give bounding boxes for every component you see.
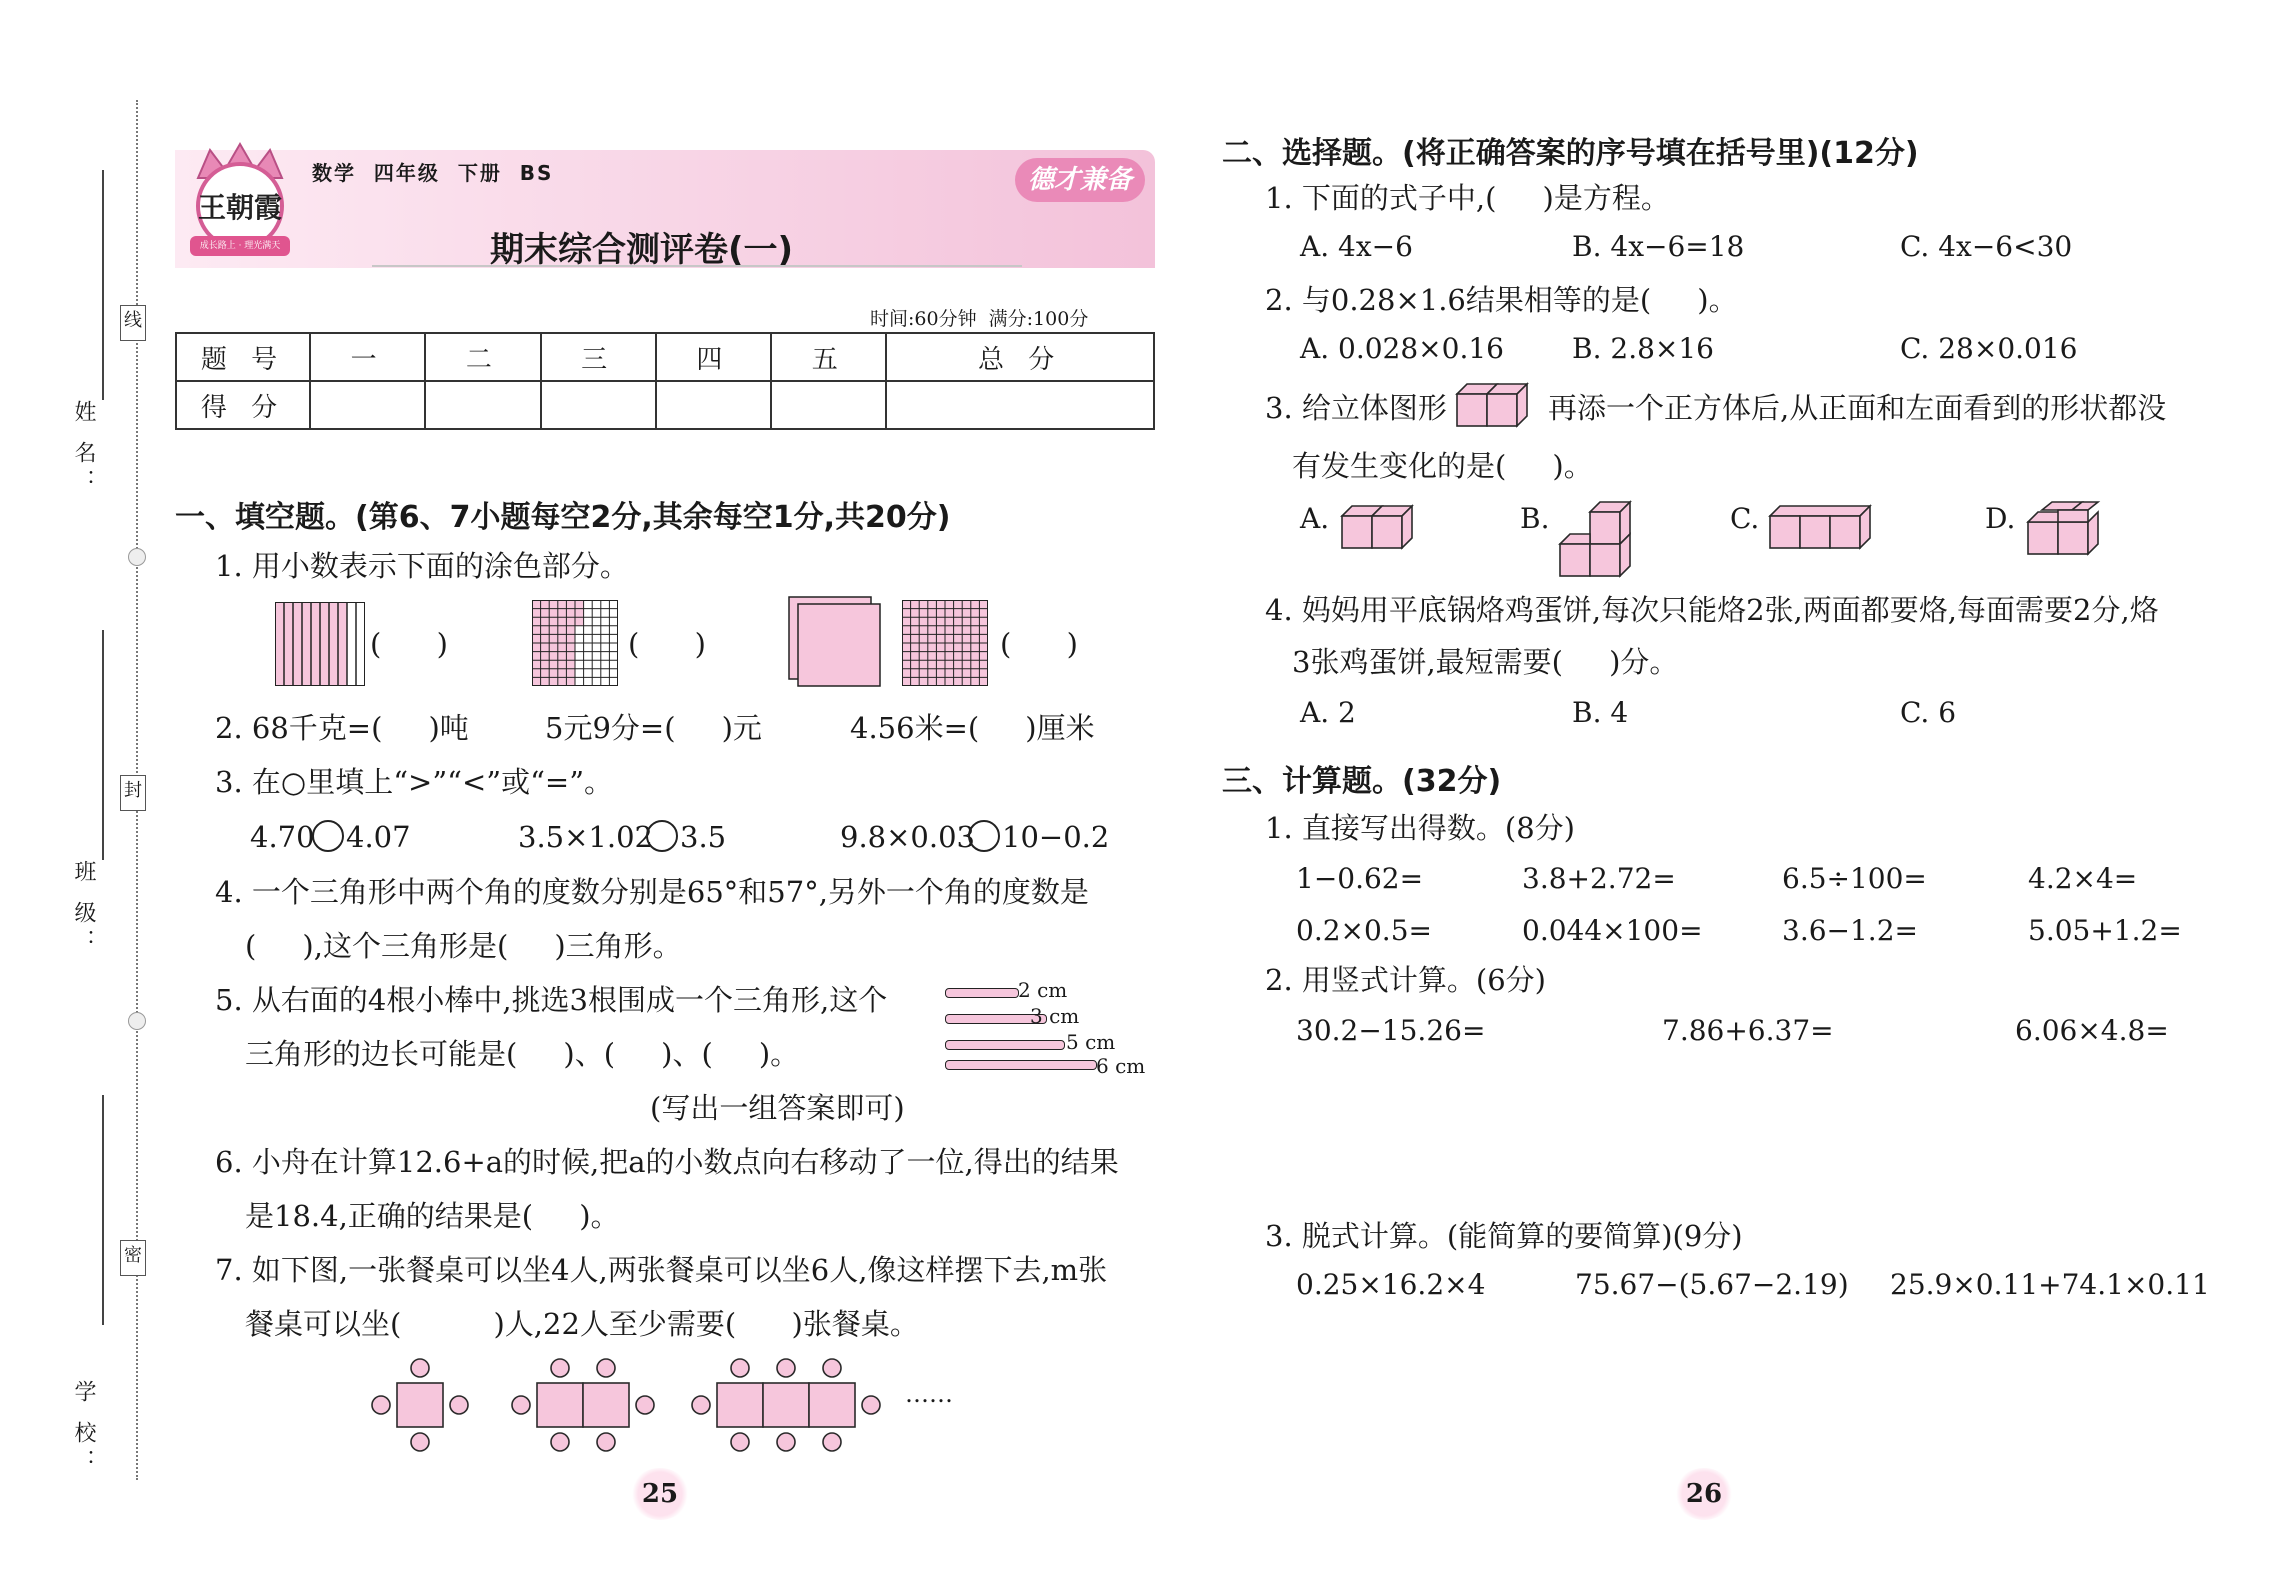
stick-label: 2 cm [1018, 978, 1068, 1002]
binding-hole-icon [128, 548, 146, 566]
calc-item: 25.9×0.11+74.1×0.11 [1890, 1268, 2210, 1301]
workspace-area[interactable] [1296, 1060, 2166, 1210]
score-cell[interactable] [771, 381, 886, 429]
s1-q2-a: 2. 68千克=( )吨 [215, 711, 469, 745]
title-underline [372, 265, 1022, 267]
binding-hole-icon [128, 1012, 146, 1030]
score-cell[interactable] [886, 381, 1154, 429]
s2-q3-c: 有发生变化的是( )。 [1292, 449, 1593, 483]
compare-left: 9.8×0.03 [840, 820, 975, 854]
compare-circle[interactable] [968, 820, 1000, 852]
calc-item: 0.044×100= [1522, 914, 1703, 947]
table-cell: 总 分 [886, 333, 1154, 381]
ellipsis: …… [905, 1380, 953, 1408]
s2-q1-opt-c: C. 4x−6<30 [1900, 230, 2073, 263]
s2-q4-line2: 3张鸡蛋饼,最短需要( )分。 [1292, 645, 1679, 679]
answer-blank[interactable]: ( ) [370, 627, 448, 661]
s1-q3: 3. 在○里填上“>”“<”或“=”。 [215, 765, 614, 799]
s1-q2-b: 5元9分=( )元 [545, 711, 762, 745]
compare-left: 4.70 [250, 820, 315, 854]
dining-tables-figure [365, 1355, 915, 1455]
score-cell[interactable] [656, 381, 771, 429]
compare-right: 3.5 [680, 820, 727, 854]
s2-q2-opt-c: C. 28×0.016 [1900, 332, 2078, 365]
calc-item: 75.67−(5.67−2.19) [1575, 1268, 1849, 1301]
stick [945, 1060, 1097, 1070]
hundredths-figure-b [902, 600, 988, 686]
class-label: 班 级： [71, 860, 96, 957]
s1-q5-note: (写出一组答案即可) [650, 1091, 905, 1125]
page-number-left: 25 [630, 1468, 690, 1520]
calc-item: 4.2×4= [2028, 862, 2138, 895]
name-underline [102, 170, 104, 400]
stick-label: 5 cm [1066, 1030, 1116, 1054]
answer-blank[interactable]: ( ) [628, 627, 706, 661]
s2-q3-b: 再添一个正方体后,从正面和左面看到的形状都没 [1548, 391, 2167, 425]
s2-q3-opt-c: C. [1730, 502, 1760, 535]
s2-q2: 2. 与0.28×1.6结果相等的是( )。 [1265, 283, 1738, 317]
compare-circle[interactable] [312, 820, 344, 852]
table-cell: 题 号 [176, 333, 310, 381]
table-cell: 得 分 [176, 381, 310, 429]
s2-q4-opt-b: B. 4 [1572, 696, 1629, 729]
stick [945, 1040, 1065, 1050]
s3-q2: 2. 用竖式计算。(6分) [1265, 963, 1546, 997]
s1-q5-line2: 三角形的边长可能是( )、( )、( )。 [245, 1037, 800, 1071]
s1-q4-line1: 4. 一个三角形中两个角的度数分别是65°和57°,另外一个角的度数是 [215, 875, 1089, 909]
class-underline [102, 630, 104, 860]
calc-item: 0.25×16.2×4 [1296, 1268, 1486, 1301]
compare-left: 3.5×1.02 [518, 820, 653, 854]
page-number-right: 26 [1674, 1468, 1734, 1520]
compare-right: 4.07 [346, 820, 411, 854]
name-label: 姓 名： [71, 400, 96, 497]
hundredths-figure-a [532, 600, 618, 686]
stick-label: 6 cm [1096, 1054, 1146, 1078]
calc-item: 6.06×4.8= [2015, 1014, 2169, 1047]
stick [945, 988, 1019, 998]
s2-q4-opt-c: C. 6 [1900, 696, 1957, 729]
calc-item: 0.2×0.5= [1296, 914, 1432, 947]
s1-q6-line1: 6. 小舟在计算12.6+a的时候,把a的小数点向右移动了一位,得出的结果 [215, 1145, 1119, 1179]
compare-circle[interactable] [646, 820, 678, 852]
option-a-figure [1340, 500, 1422, 552]
seal-line-mark: 线 [120, 305, 146, 341]
whole-squares-figure [788, 596, 888, 690]
score-cell[interactable] [425, 381, 540, 429]
option-b-figure [1558, 498, 1638, 582]
s2-q1-opt-b: B. 4x−6=18 [1572, 230, 1745, 263]
s2-q1: 1. 下面的式子中,( )是方程。 [1265, 181, 1670, 215]
badge: 德才兼备 [1015, 158, 1145, 202]
calc-item: 30.2−15.26= [1296, 1014, 1486, 1047]
calc-item: 6.5÷100= [1782, 862, 1927, 895]
option-d-figure [2026, 500, 2108, 560]
book-meta: 数学 四年级 下册 BS [312, 161, 554, 185]
table-cell: 五 [771, 333, 886, 381]
s1-q5-line1: 5. 从右面的4根小棒中,挑选3根围成一个三角形,这个 [215, 983, 888, 1017]
table-row [176, 333, 1154, 381]
s3-q3: 3. 脱式计算。(能简算的要简算)(9分) [1265, 1219, 1743, 1253]
tenths-figure [275, 602, 365, 686]
time-info: 时间:60分钟 满分:100分 [870, 308, 1089, 330]
given-solid-figure [1455, 380, 1537, 430]
seal-secret-mark: 密 [120, 1240, 146, 1276]
s1-q7-line1: 7. 如下图,一张餐桌可以坐4人,两张餐桌可以坐6人,像这样摆下去,m张 [215, 1253, 1108, 1287]
calc-item: 5.05+1.2= [2028, 914, 2182, 947]
table-cell: 一 [310, 333, 425, 381]
table-cell: 四 [656, 333, 771, 381]
s1-q4-line2: ( ),这个三角形是( )三角形。 [245, 929, 682, 963]
calc-item: 3.8+2.72= [1522, 862, 1676, 895]
page-title: 期末综合测评卷(一) [490, 230, 794, 270]
logo [180, 138, 300, 266]
score-cell[interactable] [310, 381, 425, 429]
s1-q1: 1. 用小数表示下面的涂色部分。 [215, 549, 629, 583]
table-cell: 三 [541, 333, 656, 381]
section3-title: 三、计算题。(32分) [1222, 764, 1502, 799]
s2-q3-opt-a: A. [1300, 502, 1330, 535]
s2-q3-a: 3. 给立体图形 [1265, 391, 1447, 425]
s2-q1-opt-a: A. 4x−6 [1300, 230, 1413, 263]
calc-item: 3.6−1.2= [1782, 914, 1918, 947]
s2-q3-opt-b: B. [1520, 502, 1550, 535]
stick-label: 3 cm [1030, 1004, 1080, 1028]
s1-q2-c: 4.56米=( )厘米 [850, 711, 1095, 745]
calc-item: 7.86+6.37= [1662, 1014, 1834, 1047]
answer-blank[interactable]: ( ) [1000, 627, 1078, 661]
s1-q7-line2: 餐桌可以坐( )人,22人至少需要( )张餐桌。 [245, 1307, 919, 1341]
compare-right: 10−0.2 [1002, 820, 1110, 854]
score-table [175, 332, 1155, 430]
school-label: 学 校： [71, 1380, 96, 1477]
section2-title: 二、选择题。(将正确答案的序号填在括号里)(12分) [1222, 136, 1919, 171]
seal-seal-mark: 封 [120, 775, 146, 811]
school-underline [102, 1095, 104, 1325]
section1-title: 一、填空题。(第6、7小题每空2分,其余每空1分,共20分) [175, 500, 951, 535]
table-cell: 二 [425, 333, 540, 381]
table-row [176, 381, 1154, 429]
s2-q3-opt-d: D. [1985, 502, 2016, 535]
score-cell[interactable] [541, 381, 656, 429]
option-c-figure [1768, 500, 1880, 552]
s2-q2-opt-a: A. 0.028×0.16 [1300, 332, 1504, 365]
s2-q4-line1: 4. 妈妈用平底锅烙鸡蛋饼,每次只能烙2张,两面都要烙,每面需要2分,烙 [1265, 593, 2159, 627]
logo-text: 王朝霞 [197, 191, 282, 224]
s2-q4-opt-a: A. 2 [1300, 696, 1356, 729]
s1-q6-line2: 是18.4,正确的结果是( )。 [245, 1199, 620, 1233]
s2-q2-opt-b: B. 2.8×16 [1572, 332, 1714, 365]
calc-item: 1−0.62= [1296, 862, 1424, 895]
logo-ribbon: 成长路上 · 理光满天 [199, 241, 281, 251]
s3-q1: 1. 直接写出得数。(8分) [1265, 811, 1575, 845]
